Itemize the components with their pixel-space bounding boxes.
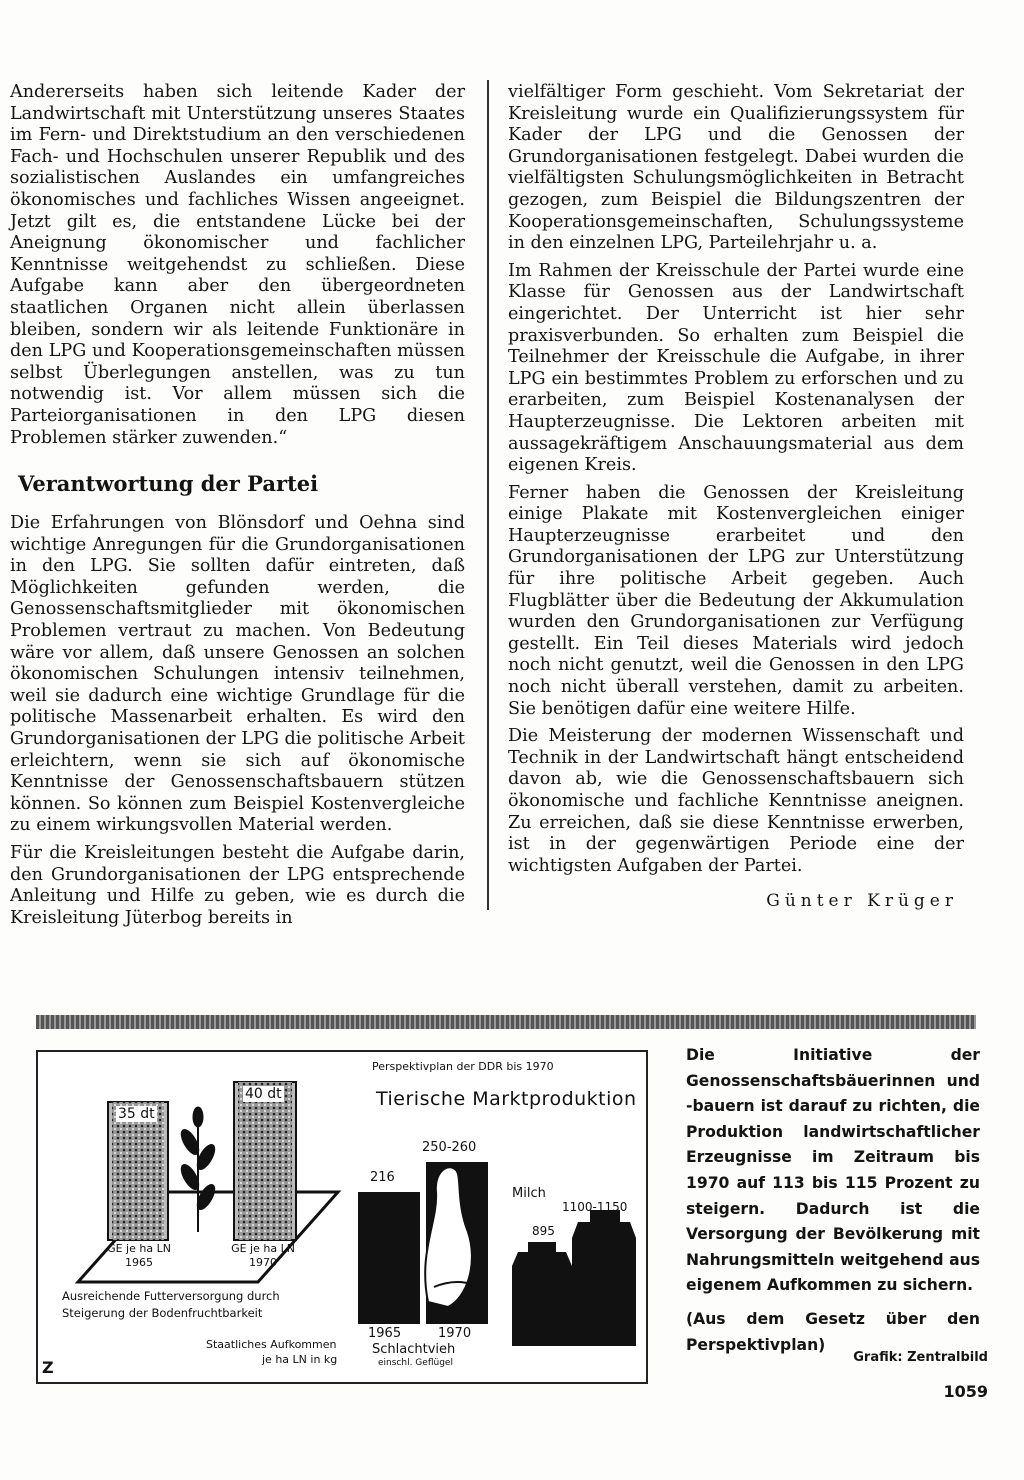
page-number: 1059 <box>943 1382 988 1401</box>
bar-1970-value: 40 dt <box>245 1086 282 1102</box>
paragraph: vielfältiger Form geschieht. Vom Sekretariat der Kreisleitung wurde ein Qualifizierungssystem für Kader der LPG und die Genossen der Grundorganisationen festgelegt. Dabei wurden die vielfältigsten Schulungsmöglichkeiten in Betracht gezogen, zum Beispiel die Bildungszentren der Kooperationsgemeinschaften, Schulungssysteme in den einzelnen LPG, Parteilehrjahr u. a. <box>508 82 964 254</box>
author-signature: Günter Krüger <box>766 891 958 912</box>
law-quote <box>686 1043 980 1366</box>
aufkommen-label-2: je ha LN in kg <box>262 1353 338 1366</box>
paragraph: Im Rahmen der Kreisschule der Partei wurde eine Klasse für Genossen aus der Landwirtschaft eingerichtet. Der Unterricht ist hier sehr praxisverbunden. So erhalten zum Beispiel die Teilnehmer der Kreisschule die Aufgabe, in ihrer LPG ein bestimmtes Problem zu erforschen und zu erarbeiten, zum Beispiel Kostenanalysen der Haupterzeugnisse. Die Lektoren arbeiten mit aussagekräftigem Anschauungsmaterial aus dem eigenen Kreis. <box>508 260 964 476</box>
slaughter-value-1970: 250-260 <box>422 1140 477 1155</box>
slaughter-year-1965: 1965 <box>368 1326 402 1341</box>
quote-text: Die Initiative der Genossenschaftsbäuerinnen und -bauern ist darauf zu richten, die Produktion landwirtschaftlicher Erzeugnisse im Zeitraum bis 1970 auf 113 bis 115 Prozent zu steigern. Dadurch ist die Versorgung der Bevölkerung mit Nahrungsmitteln weitgehend aus eigenem Aufkommen zu sichern. <box>686 1046 980 1295</box>
bar-1965-value: 35 dt <box>118 1106 155 1122</box>
section-heading: Verantwortung der Partei <box>18 471 319 497</box>
graphic-title: Tierische Marktproduktion <box>376 1088 637 1110</box>
grain-year-1965: 1965 <box>125 1256 153 1269</box>
milk-value-1965: 895 <box>532 1224 555 1238</box>
graphic-header: Perspektivplan der DDR bis 1970 <box>372 1060 554 1073</box>
milk-can-icon <box>572 1210 636 1346</box>
grain-unit-1970: GE je ha LN <box>231 1242 295 1255</box>
graphic-credit: Grafik: Zentralbild <box>853 1350 988 1365</box>
paragraph: Für die Kreisleitungen besteht die Aufgabe darin, den Grundorganisationen der LPG entsprechende Anleitung und Hilfe zu geben, wie es durch die Kreisleitung Jüterbog bereits in <box>10 843 465 928</box>
right-column <box>508 82 964 913</box>
paragraph: Andererseits haben sich leitende Kader der Landwirtschaft mit Unterstützung unseres Staates im Fern- und Direktstudium an den verschiedenen Fach- und Hochschulen unserer Republik und des sozialistischen Auslandes ein umfangreiches ökonomisches und fachliches Wissen angeeignet. Jetzt gilt es, die entstandene Lücke bei der Aneignung ökonomischer und fachlicher Kenntnisse weitgehendst zu schließen. Diese Aufgabe kann aber den übergeordneten staatlichen Organen nicht allein überlassen bleiben, sondern wir als leitende Funktionäre in den LPG und Kooperationsgemeinschaften müssen selbst Überlegungen anstellen, was zu tun notwendig ist. Vor allem müssen sich die Parteiorganisationen in den LPG diesen Problemen stärker zuwenden.“ <box>10 82 465 448</box>
quote-source: (Aus dem Gesetz über den Perspektivplan) <box>686 1309 980 1354</box>
paragraph: Die Meisterung der modernen Wissenschaft und Technik in der Landwirtschaft hängt entscheidend davon ab, wie die Genossenschaftsbauern sich ökonomische und fachliche Kenntnisse aneignen. Zu erreichen, daß sie diese Kenntnisse erwerben, ist in der gegenwärtigen Periode eine der wichtigsten Aufgaben der Partei. <box>508 726 964 876</box>
grain-unit-1965: GE je ha LN <box>107 1242 171 1255</box>
corner-mark: Z <box>42 1358 54 1377</box>
milk-year-1965: 1965 <box>526 1352 560 1367</box>
column-divider <box>487 80 489 910</box>
grain-year-1970: 1970 <box>249 1256 277 1269</box>
paragraph: Ferner haben die Genossen der Kreisleitung einige Plakate mit Kostenvergleichen einiger Haupterzeugnisse erarbeitet und den Grundorganisationen der LPG zur Unterstützung für ihre politische Arbeit gegeben. Auch Flugblätter über die Bedeutung der Akkumulation wurden den Grundorganisationen zur Verfügung gestellt. Ein Teil dieses Materials wird jedoch noch nicht genutzt, weil die Genossen in den LPG noch nicht überall verstehen, damit zu arbeiten. Sie benötigen dafür eine weitere Hilfe. <box>508 482 964 719</box>
grain-caption-line-1: Ausreichende Futterversorgung durch <box>62 1289 280 1303</box>
milk-year-1970: 1970 <box>590 1352 624 1367</box>
left-column <box>10 82 465 935</box>
separator-band <box>36 1015 976 1029</box>
milk-value-1970: 1100-1150 <box>562 1200 628 1214</box>
milk-can-icon <box>512 1242 572 1346</box>
slaughter-year-1970: 1970 <box>438 1326 472 1341</box>
aufkommen-label-1: Staatliches Aufkommen <box>206 1338 337 1351</box>
slaughter-sublabel: einschl. Geflügel <box>378 1358 453 1368</box>
bar-1965-slaughter <box>358 1192 420 1324</box>
bar-texture <box>112 1102 164 1240</box>
slaughter-value-1965: 216 <box>370 1170 395 1185</box>
milk-label: Milch <box>512 1186 546 1201</box>
bar-texture <box>238 1082 292 1240</box>
slaughter-label: Schlachtvieh <box>372 1342 456 1357</box>
grain-caption-line-2: Steigerung der Bodenfruchtbarkeit <box>62 1306 263 1320</box>
infographic <box>36 1050 648 1384</box>
paragraph: Die Erfahrungen von Blönsdorf und Oehna sind wichtige Anregungen für die Grundorganisationen in den LPG. Sie sollten dafür eintreten, daß Möglichkeiten gefunden werden, die Genossenschaftsmitglieder mit ökonomischen Problemen vertraut zu machen. Von Bedeutung wäre vor allem, daß unsere Genossen an solchen ökonomischen Schulungen intensiv teilnehmen, weil sie dadurch eine wichtige Grundlage für die politische Massenarbeit erhalten. Es wird den Grundorganisationen der LPG die politische Arbeit erleichtern, wenn sie sich auf ökonomische Kenntnisse der Genossenschaftsbauern stützen können. So können zum Beispiel Kostenvergleiche zu einem wirkungsvollen Material werden. <box>10 513 465 836</box>
